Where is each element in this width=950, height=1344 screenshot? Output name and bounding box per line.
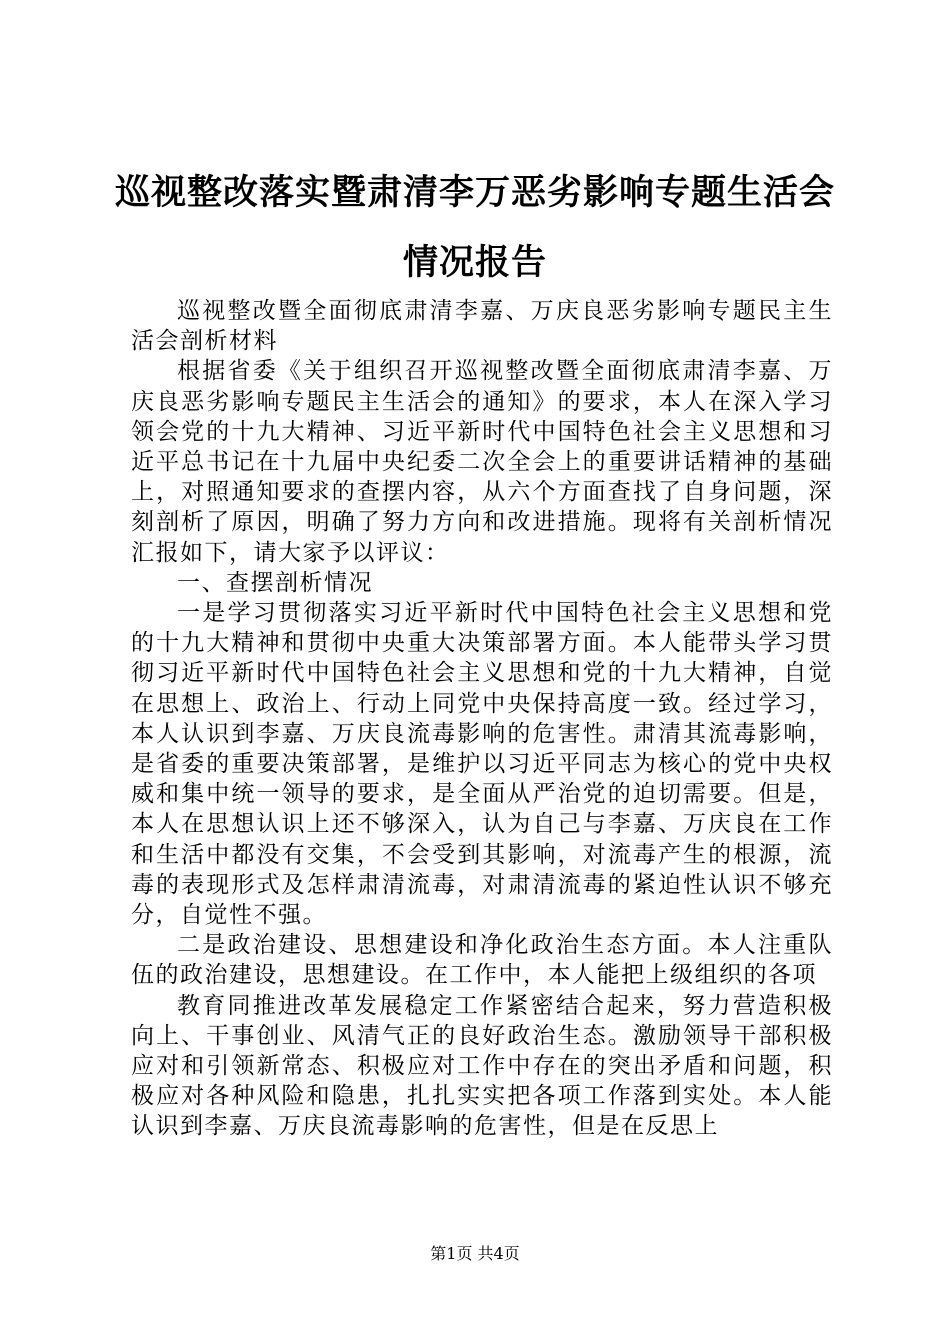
paragraph: 一是学习贯彻落实习近平新时代中国特色社会主义思想和党的十九大精神和贯彻中央重大决策部署方面。本人能带头学习贯彻习近平新时代中国特色社会主义思想和党的十九大精神，自觉在思想上、政治上、行动上同党中央保持高度一致。经过学习，本人认识到李嘉、万庆良流毒影响的危害性。肃清其流毒影响，是省委的重要决策部署，是维护以习近平同志为核心的党中央权威和集中统一领导的要求，是全面从严治党的迫切需要。但是，本人在思想认识上还不够深入，认为自己与李嘉、万庆良在工作和生活中都没有交集，不会受到其影响，对流毒产生的根源，流毒的表现形式及怎样肃清流毒，对肃清流毒的紧迫性认识不够充分，自觉性不强。 xyxy=(131,600,833,929)
document-title: 巡视整改落实暨肃清李万恶劣影响专题生活会情况报告 xyxy=(114,172,835,283)
paragraph: 根据省委《关于组织召开巡视整改暨全面彻底肃清李嘉、万庆良恶劣影响专题民主生活会的通知》的要求，本人在深入学习领会党的十九大精神、习近平新时代中国特色社会主义思想和习近平总书记在十九届中央纪委二次全会上的重要讲话精神的基础上，对照通知要求的查摆内容，从六个方面查找了自身问题，深刻剖析了原因，明确了努力方向和改进措施。现将有关剖析情况汇报如下，请大家予以评议： xyxy=(131,358,833,566)
section-heading: 一、查摆剖析情况 xyxy=(177,569,373,596)
paragraph: 教育同推进改革发展稳定工作紧密结合起来，努力营造积极向上、干事创业、风清气正的良好政治生态。激励领导干部积极应对和引领新常态、积极应对工作中存在的突出矛盾和问题，积极应对各种风险和隐患，扎扎实实把各项工作落到实处。本人能认识到李嘉、万庆良流毒影响的危害性，但是在反思上 xyxy=(131,992,833,1140)
paragraph: 巡视整改暨全面彻底肃清李嘉、万庆良恶劣影响专题民主生活会剖析材料 xyxy=(131,298,833,355)
paragraph: 二是政治建设、思想建设和净化政治生态方面。本人注重队伍的政治建设，思想建设。在工作中，本人能把上级组织的各项 xyxy=(131,932,833,989)
document-body xyxy=(131,296,833,1142)
page-number-footer: 第1页 共4页 xyxy=(430,1244,520,1263)
